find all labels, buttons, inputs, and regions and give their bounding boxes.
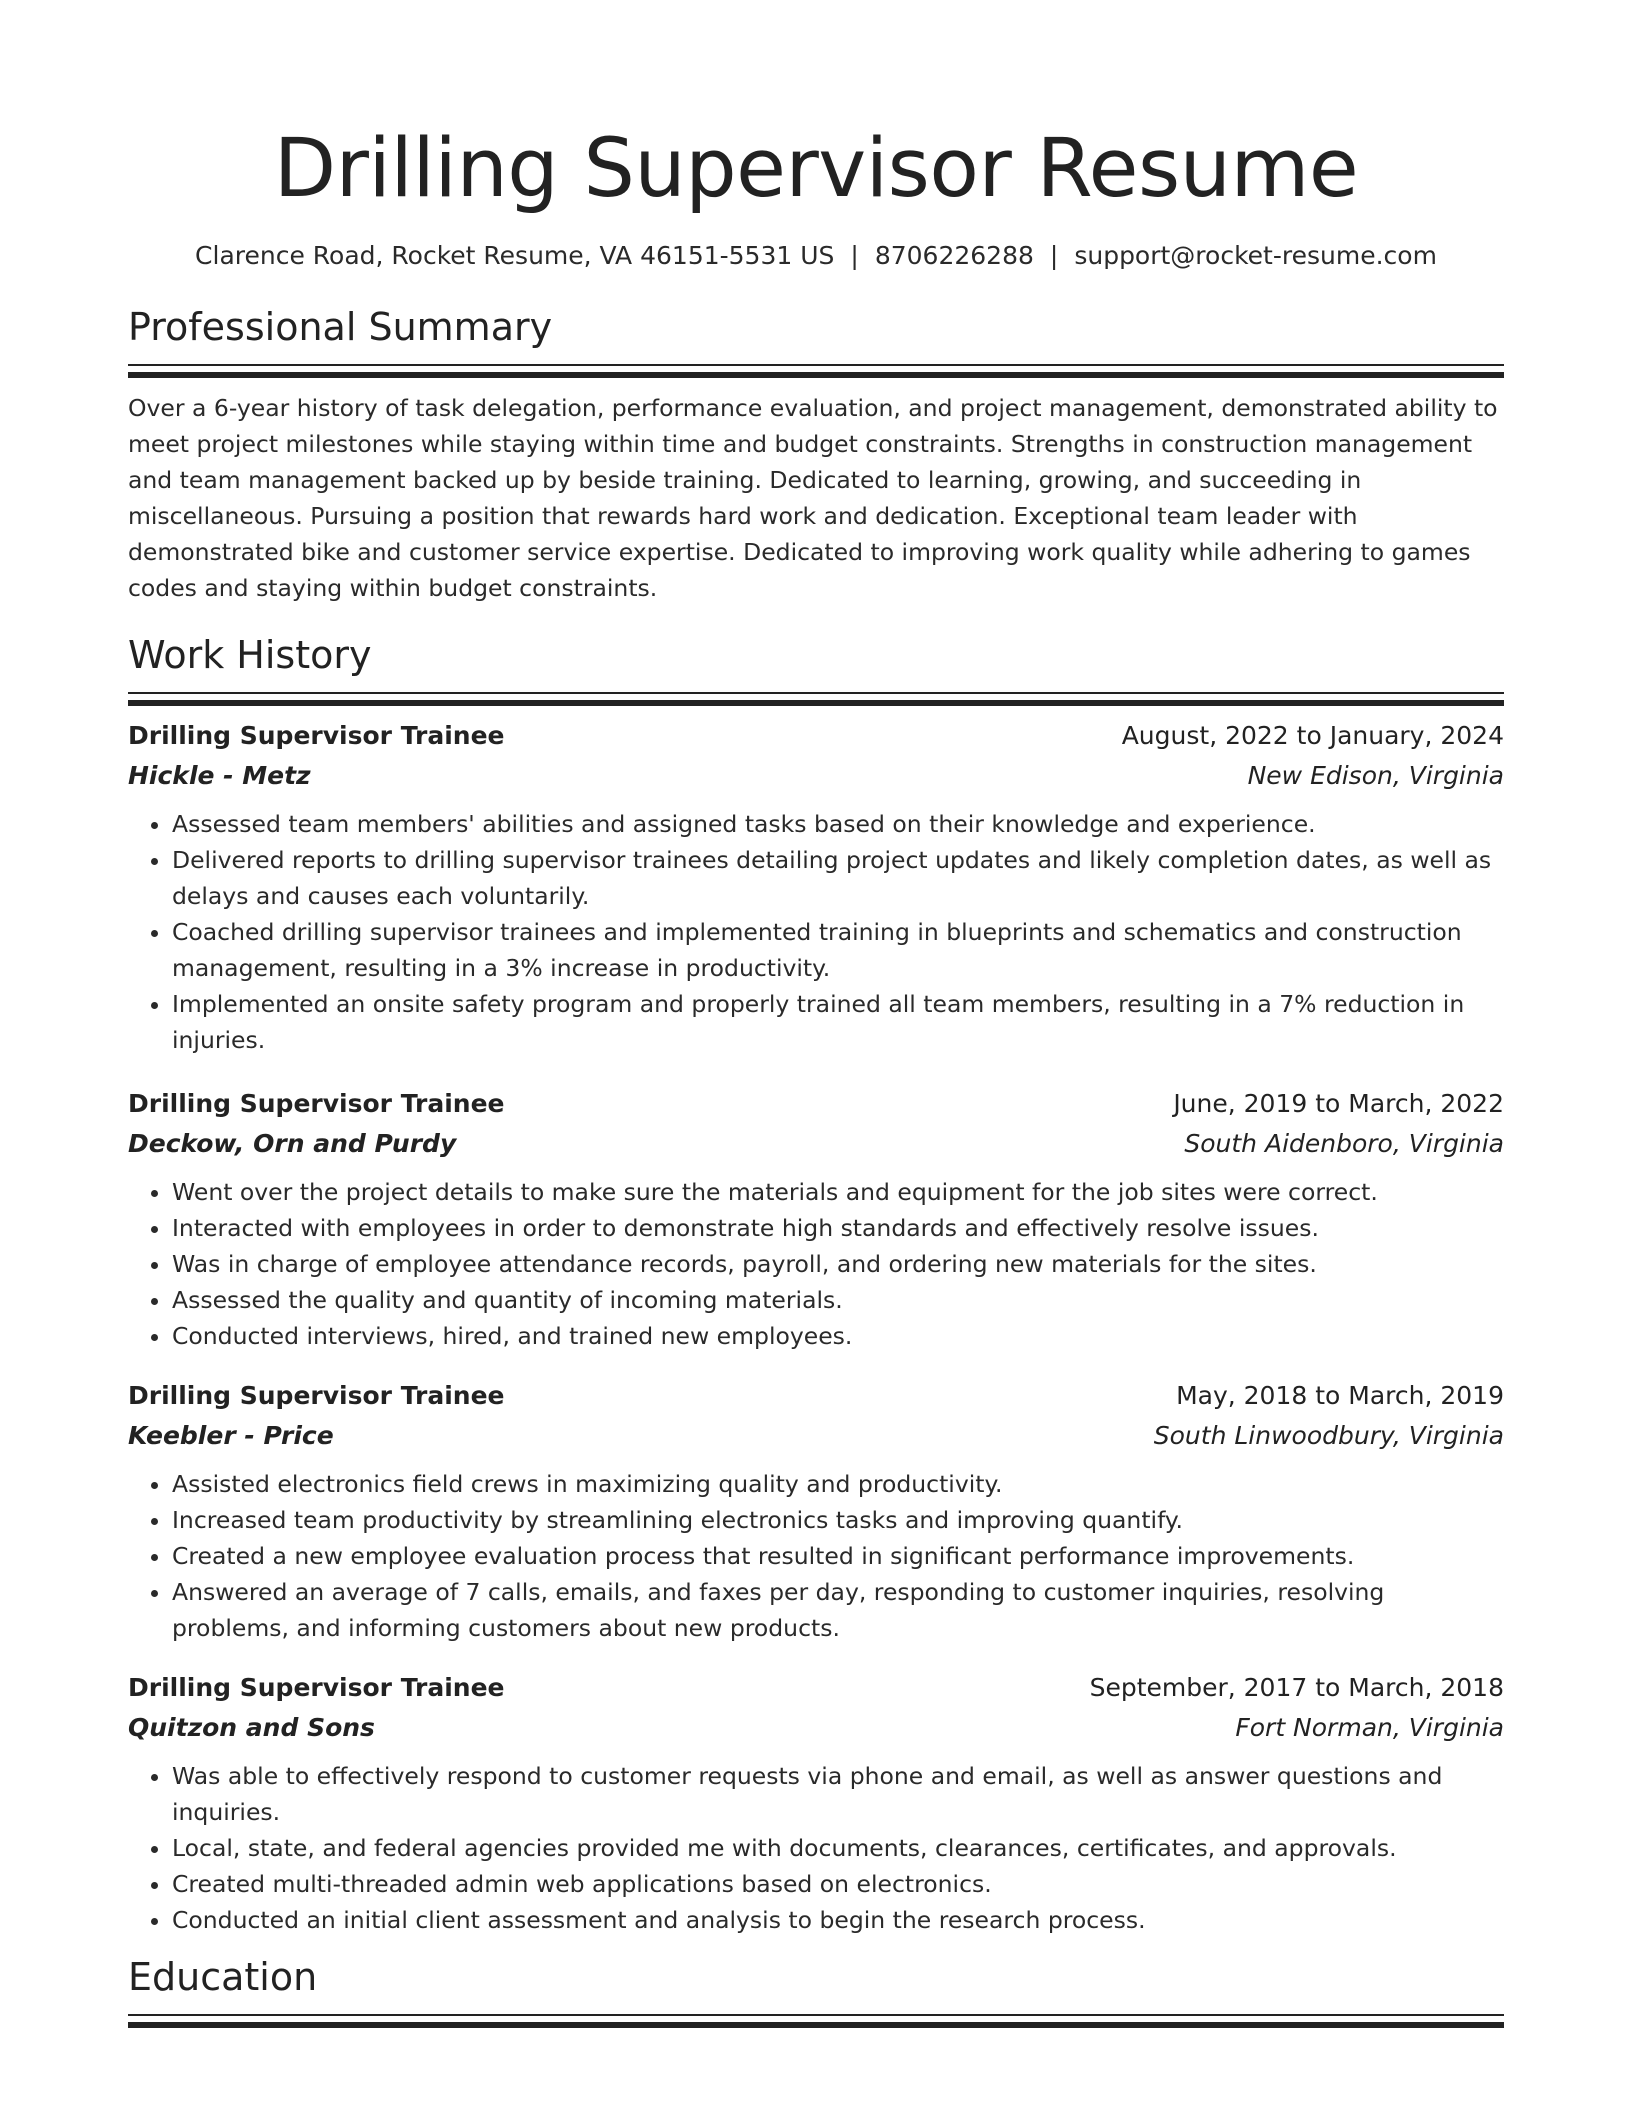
resume-page	[128, 0, 1504, 2028]
job-title: Drilling Supervisor Trainee	[128, 1088, 505, 1118]
job-bullet: • Assessed the quality and quantity of incoming materials.	[172, 1282, 1504, 1318]
page-title: Drilling Supervisor Resume	[273, 122, 1359, 216]
section-divider	[128, 2014, 1504, 2028]
job-bullet: • Assessed team members' abilities and assigned tasks based on their knowledge and experience.	[172, 806, 1504, 842]
job-title: Drilling Supervisor Trainee	[128, 1672, 505, 1702]
job-bullets	[128, 1466, 1504, 1646]
job-bullet: • Local, state, and federal agencies provided me with documents, clearances, certificates, and approvals.	[172, 1830, 1504, 1866]
section-divider	[128, 364, 1504, 378]
contact-separator: |	[1049, 241, 1059, 270]
job-bullet: • Answered an average of 7 calls, emails, and faxes per day, responding to customer inquiries, resolving problems, and informing customers about new products.	[172, 1574, 1504, 1646]
job-bullet: • Assisted electronics field crews in maximizing quality and productivity.	[172, 1466, 1504, 1502]
job-employer	[128, 1416, 1504, 1456]
work-history-section	[128, 630, 1504, 1938]
job-entry	[128, 716, 1504, 1058]
job-entry	[128, 1668, 1504, 1938]
job-bullet: • Created a new employee evaluation process that resulted in significant performance improvements.	[172, 1538, 1504, 1574]
education-heading: Education	[128, 1954, 318, 1999]
job-bullets	[128, 1174, 1504, 1354]
job-bullet: • Created multi-threaded admin web applications based on electronics.	[172, 1866, 1504, 1902]
contact-separator: |	[850, 241, 859, 270]
job-location: South Aidenboro, Virginia	[1184, 1128, 1504, 1158]
contact-phone: 8706226288	[874, 241, 1034, 270]
job-header	[128, 716, 1504, 756]
work-history-heading: Work History	[128, 632, 372, 677]
job-dates: June, 2019 to March, 2022	[1173, 1088, 1504, 1118]
job-bullet: • Delivered reports to drilling supervisor trainees detailing project updates and likely completion dates, as well as delays and causes each voluntarily.	[172, 842, 1504, 914]
job-header	[128, 1668, 1504, 1708]
job-bullet: • Increased team productivity by streamlining electronics tasks and improving quantify.	[172, 1502, 1504, 1538]
job-location: Fort Norman, Virginia	[1235, 1712, 1504, 1742]
contact-email: support@rocket-resume.com	[1074, 241, 1437, 270]
job-entry	[128, 1084, 1504, 1354]
job-bullet: • Conducted an initial client assessment and analysis to begin the research process.	[172, 1902, 1504, 1938]
job-bullet: • Was in charge of employee attendance records, payroll, and ordering new materials for the sites.	[172, 1246, 1504, 1282]
job-bullet: • Conducted interviews, hired, and trained new employees.	[172, 1318, 1504, 1354]
education-section	[128, 1952, 1504, 2028]
job-bullet: • Interacted with employees in order to demonstrate high standards and effectively resolve issues.	[172, 1210, 1504, 1246]
job-company: Keebler - Price	[128, 1420, 334, 1450]
contact-line	[128, 238, 1504, 274]
job-bullet: • Was able to effectively respond to customer requests via phone and email, as well as answer questions and inquiries.	[172, 1758, 1504, 1830]
job-company: Quitzon and Sons	[128, 1712, 375, 1742]
summary-section	[128, 302, 1504, 606]
job-header	[128, 1084, 1504, 1124]
job-employer	[128, 756, 1504, 796]
job-employer	[128, 1124, 1504, 1164]
job-bullets	[128, 806, 1504, 1058]
job-dates: September, 2017 to March, 2018	[1089, 1672, 1504, 1702]
section-divider	[128, 692, 1504, 706]
job-dates: May, 2018 to March, 2019	[1176, 1380, 1504, 1410]
job-employer	[128, 1708, 1504, 1748]
job-bullet: • Implemented an onsite safety program and properly trained all team members, resulting in a 7% reduction in injuries.	[172, 986, 1504, 1058]
job-company: Hickle - Metz	[128, 760, 311, 790]
job-bullet: • Coached drilling supervisor trainees and implemented training in blueprints and schematics and construction management, resulting in a 3% increase in productivity.	[172, 914, 1504, 986]
summary-text: Over a 6-year history of task delegation, performance evaluation, and project management, demonstrated ability to meet project milestones while staying within time and budget constraints. Strengths in construction management and team management backed up by beside training. Dedicated to learning, growing, and succeeding in miscellaneous. Pursuing a position that rewards hard work and dedication. Exceptional team leader with demonstrated bike and customer service expertise. Dedicated to improving work quality while adhering to games codes and staying within budget constraints.	[128, 394, 1498, 602]
job-bullets	[128, 1758, 1504, 1938]
job-location: New Edison, Virginia	[1247, 760, 1504, 790]
job-bullet: • Went over the project details to make sure the materials and equipment for the job sites were correct.	[172, 1174, 1504, 1210]
job-header	[128, 1376, 1504, 1416]
job-entry	[128, 1376, 1504, 1646]
job-title: Drilling Supervisor Trainee	[128, 720, 505, 750]
summary-heading: Professional Summary	[128, 305, 553, 349]
job-company: Deckow, Orn and Purdy	[128, 1128, 457, 1158]
contact-address: Clarence Road, Rocket Resume, VA 46151-5531 US	[195, 241, 835, 270]
job-location: South Linwoodbury, Virginia	[1153, 1420, 1504, 1450]
job-title: Drilling Supervisor Trainee	[128, 1380, 505, 1410]
job-dates: August, 2022 to January, 2024	[1121, 720, 1504, 750]
